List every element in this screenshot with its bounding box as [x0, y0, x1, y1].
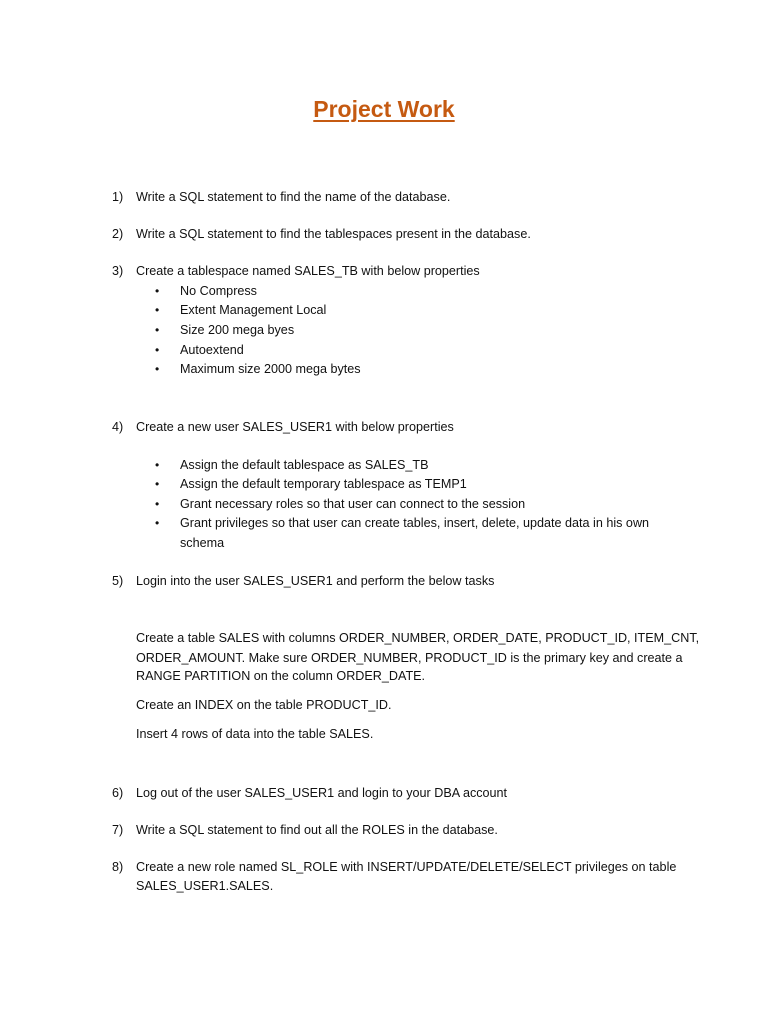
- bullet-marker: •: [155, 497, 160, 511]
- bullet-text: Grant necessary roles so that user can connect to the session: [180, 497, 526, 511]
- item-number: 7): [112, 823, 124, 837]
- item-number: 4): [112, 420, 124, 434]
- item-number: 3): [112, 264, 124, 278]
- page-title: Project Work: [313, 96, 455, 122]
- item-number: 8): [112, 860, 124, 874]
- bullet-marker: •: [155, 284, 160, 298]
- item-number: 6): [112, 786, 124, 800]
- item-text: Create a new user SALES_USER1 with below properties: [136, 420, 454, 434]
- task-paragraph-line: Insert 4 rows of data into the table SALES.: [136, 727, 374, 741]
- bullet-marker: •: [155, 458, 160, 472]
- item-text: Create a tablespace named SALES_TB with below properties: [136, 264, 480, 278]
- item-text: Write a SQL statement to find the name of the database.: [136, 190, 451, 204]
- bullet-marker: •: [155, 477, 160, 491]
- item-number: 1): [112, 190, 124, 204]
- bullet-marker: •: [155, 343, 160, 357]
- bullet-text: Autoextend: [180, 343, 244, 357]
- item-text: Write a SQL statement to find out all the ROLES in the database.: [136, 823, 498, 837]
- bullet-text: Maximum size 2000 mega bytes: [180, 362, 361, 376]
- item-number: 2): [112, 227, 124, 241]
- bullet-marker: •: [155, 362, 160, 376]
- item-text: Write a SQL statement to find the tablespaces present in the database.: [136, 227, 531, 241]
- bullet-marker: •: [155, 303, 160, 317]
- bullet-text: Assign the default temporary tablespace as TEMP1: [180, 477, 467, 491]
- bullet-text: Grant privileges so that user can create tables, insert, delete, update data in his own: [180, 516, 650, 530]
- item-text: Create a new role named SL_ROLE with INSERT/UPDATE/DELETE/SELECT privileges on table: [136, 860, 677, 874]
- item-number: 5): [112, 574, 124, 588]
- bullet-text: Size 200 mega byes: [180, 323, 295, 337]
- item-text: Log out of the user SALES_USER1 and login to your DBA account: [136, 786, 508, 800]
- task-paragraph-line: ORDER_AMOUNT. Make sure ORDER_NUMBER, PRODUCT_ID is the primary key and create a: [136, 651, 683, 665]
- task-paragraph-line: Create an INDEX on the table PRODUCT_ID.: [136, 698, 392, 712]
- bullet-marker: •: [155, 516, 160, 530]
- task-paragraph-line: Create a table SALES with columns ORDER_NUMBER, ORDER_DATE, PRODUCT_ID, ITEM_CNT,: [136, 631, 700, 645]
- bullet-text: Extent Management Local: [180, 303, 327, 317]
- item-text: Login into the user SALES_USER1 and perform the below tasks: [136, 574, 495, 588]
- bullet-text-continuation: schema: [180, 536, 225, 550]
- item-text-continuation: SALES_USER1.SALES.: [136, 879, 274, 893]
- bullet-text: No Compress: [180, 284, 257, 298]
- bullet-text: Assign the default tablespace as SALES_TB: [180, 458, 429, 472]
- bullet-marker: •: [155, 323, 160, 337]
- task-paragraph-line: RANGE PARTITION on the column ORDER_DATE.: [136, 669, 426, 683]
